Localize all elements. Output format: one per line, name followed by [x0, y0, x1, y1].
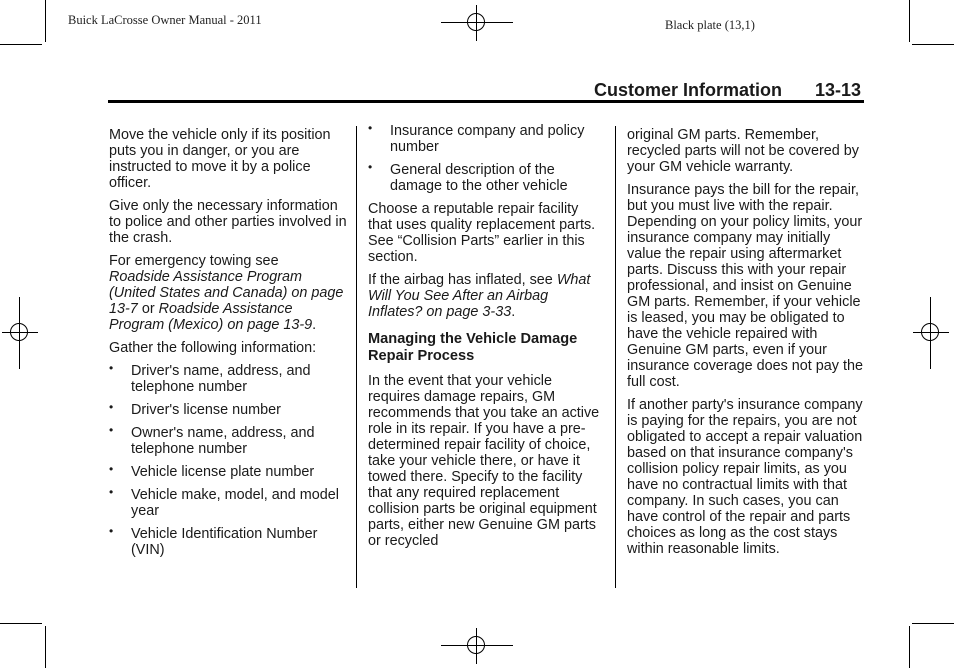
- bullet-icon: •: [368, 160, 373, 174]
- paragraph: [368, 272, 606, 320]
- paragraph: Gather the following information:: [109, 340, 317, 356]
- crop-mark: [45, 0, 46, 42]
- paragraph: Choose a reputable repair facility that uses quality replacement parts. See “Collision Parts” earlier in this section.: [368, 201, 596, 265]
- column-1: [109, 127, 349, 565]
- header-rule: [108, 100, 864, 103]
- paragraph: Move the vehicle only if its position puts you in danger, or you are instructed to move it by a police officer.: [109, 127, 331, 191]
- list-item: • Driver's name, address, and telephone number: [109, 361, 311, 395]
- paragraph: Give only the necessary information to police and other parties involved in the crash.: [109, 198, 347, 246]
- info-list: [109, 363, 349, 558]
- paragraph-text: .: [312, 317, 317, 333]
- crop-mark: [909, 626, 910, 668]
- column-3: [627, 127, 867, 564]
- paragraph: If another party's insurance company is paying for the repairs, you are not obligated to accept a repair valuation based on that insurance company's collision policy repair limits, as you have no contractual limits with that company. In such cases, you can have control of the repair and parts choices as long as the cost stays within reasonable limits.: [627, 397, 863, 557]
- crop-mark: [45, 626, 46, 668]
- section-heading: Managing the Vehicle Damage Repair Process: [368, 331, 578, 364]
- bullet-icon: •: [109, 361, 114, 375]
- print-slug-title: Buick LaCrosse Owner Manual - 2011: [68, 13, 262, 27]
- crop-mark: [912, 623, 954, 624]
- list-item: • Owner's name, address, and telephone number: [109, 423, 315, 457]
- registration-mark-icon: [459, 628, 495, 664]
- crop-mark: [0, 623, 42, 624]
- paragraph-text: .: [511, 304, 516, 320]
- bullet-icon: •: [368, 121, 373, 135]
- info-list: [368, 123, 606, 194]
- column-divider: [615, 126, 616, 588]
- cross-reference: Roadside Assistance Program (United States and Canada) on page 13-7: [109, 269, 344, 317]
- column-divider: [356, 126, 357, 588]
- list-item: • Insurance company and policy number: [368, 121, 585, 155]
- paragraph-text: If the airbag has inflated, see: [368, 272, 553, 288]
- print-slug-plate: Black plate (13,1): [665, 18, 755, 32]
- bullet-icon: •: [109, 485, 114, 499]
- list-item: • Driver's license number: [109, 400, 281, 418]
- paragraph-text: or: [141, 301, 155, 317]
- list-item: • Vehicle make, model, and model year: [109, 485, 339, 519]
- registration-mark-icon: [2, 315, 38, 351]
- bullet-icon: •: [109, 423, 114, 437]
- page-number: 13-13: [815, 80, 862, 100]
- crop-mark: [912, 44, 954, 45]
- paragraph: original GM parts. Remember, recycled parts will not be covered by your GM vehicle warranty.: [627, 127, 859, 175]
- list-item: • Vehicle Identification Number (VIN): [109, 524, 318, 558]
- bullet-icon: •: [109, 400, 114, 414]
- chapter-title: Customer Information: [594, 80, 783, 100]
- paragraph-text: For emergency towing see: [109, 253, 279, 269]
- cross-reference: Roadside Assistance Program (Mexico) on page 13-9: [109, 301, 313, 333]
- bullet-icon: •: [109, 524, 114, 538]
- list-item: • General description of the damage to the other vehicle: [368, 160, 568, 194]
- list-item: • Vehicle license plate number: [109, 462, 315, 480]
- crop-mark: [0, 44, 42, 45]
- paragraph: In the event that your vehicle requires damage repairs, GM recommends that you take an active role in its repair. If you have a pre-determined repair facility of choice, take your vehicle there, or have it towed there. Specify to the facility that any required replacement collision parts be original equipment parts, either new Genuine GM parts or recycled: [368, 373, 600, 549]
- cross-reference: What Will You See After an Airbag Inflates? on page 3-33: [368, 272, 591, 320]
- registration-mark-icon: [459, 5, 495, 41]
- registration-mark-icon: [913, 315, 949, 351]
- paragraph: Insurance pays the bill for the repair, but you must live with the repair. Depending on your policy limits, your insurance company may initially value the repair using aftermarket parts. Discuss this with your repair professional, and insist on Genuine GM parts. Remember, if your vehicle is leased, you may be obligated to have the vehicle repaired with Genuine GM parts, even if your insurance coverage does not pay the full cost.: [627, 182, 864, 390]
- bullet-icon: •: [109, 462, 114, 476]
- paragraph: [109, 253, 349, 333]
- crop-mark: [909, 0, 910, 42]
- column-2: [368, 123, 606, 556]
